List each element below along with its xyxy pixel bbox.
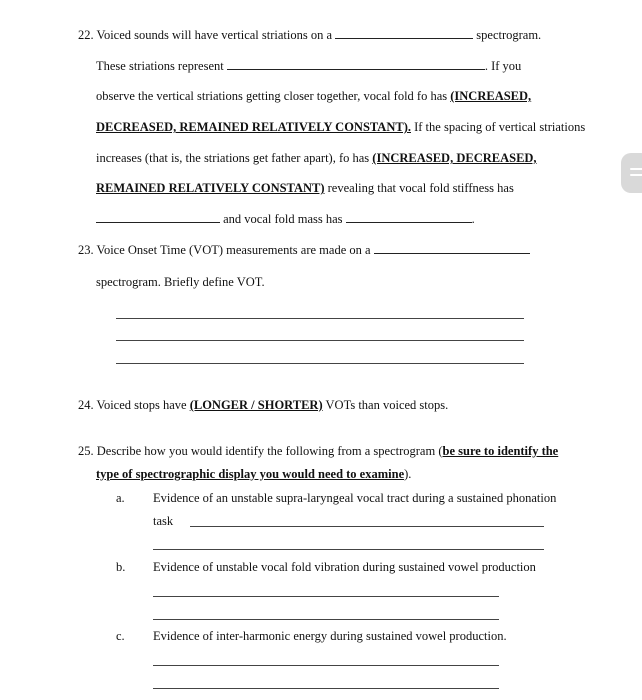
question-23-line-1 [78,242,530,258]
question-22-line-2 [96,58,521,74]
answer-line[interactable] [190,526,544,527]
question-22-text: If the spacing of vertical striations [414,120,586,134]
question-22-text: spectrogram. [476,28,542,42]
question-22-text: and vocal fold mass has [223,212,343,226]
choice-options: DECREASED, REMAINED RELATIVELY CONSTANT). [96,120,411,134]
answer-blank[interactable] [335,27,473,39]
question-22-line-5 [96,150,537,166]
answer-line[interactable] [153,688,499,689]
choice-options: (INCREASED, DECREASED, [372,151,537,165]
question-25-line-1 [78,443,558,459]
choice-options: (LONGER / SHORTER) [189,398,323,412]
answer-blank[interactable] [96,211,220,223]
item-b-text: Evidence of unstable vocal fold vibration during sustained vowel production [153,560,536,574]
answer-line[interactable] [153,596,499,597]
question-25-text: Describe how you would identify the following from a spectrogram ( [96,444,443,458]
question-23-text: Voice Onset Time (VOT) measurements are made on a [96,243,371,257]
answer-line[interactable] [116,340,524,341]
answer-line[interactable] [116,318,524,319]
question-22-text: Voiced sounds will have vertical striations on a [96,28,333,42]
question-22-line-3 [96,88,531,104]
answer-line[interactable] [153,665,499,666]
question-22-line-1 [78,27,541,43]
question-22-text: increases (that is, the striations get father apart), fo has [96,151,370,165]
question-23-line-2 [96,274,265,290]
question-22-line-7 [96,211,475,227]
question-22-text: observe the vertical striations getting closer together, vocal fold fo has [96,89,448,103]
answer-blank[interactable] [227,58,485,70]
question-25-number: 25. [78,444,94,458]
answer-blank[interactable] [374,242,530,254]
handle-grip-icon [630,174,642,176]
item-a-line-2 [153,513,173,529]
question-25-text: ). [404,467,412,481]
question-22-text: . If you [484,59,522,73]
question-24-text: VOTs than voiced stops. [325,398,449,412]
item-c-label: c. [116,629,125,643]
question-22-line-6 [96,180,514,196]
question-24-line [78,397,448,413]
choice-options: (INCREASED, [450,89,532,103]
answer-line[interactable] [116,363,524,364]
question-22-text: revealing that vocal fold stiffness has [327,181,514,195]
question-22-text: These striations represent [96,59,224,73]
item-a-text: Evidence of an unstable supra-laryngeal vocal tract during a sustained phonation [153,491,557,505]
item-b-label: b. [116,560,126,574]
question-23-number: 23. [78,243,94,257]
question-24-text: Voiced stops have [96,398,187,412]
question-22-line-4 [96,119,585,135]
answer-line[interactable] [153,549,544,550]
answer-line[interactable] [153,619,499,620]
answer-blank[interactable] [346,211,472,223]
item-a-label: a. [116,491,125,505]
question-24-number: 24. [78,398,94,412]
item-a-text: task [153,514,174,528]
side-panel-handle[interactable] [621,153,642,193]
question-25-line-2 [96,466,411,482]
question-22-text: . [471,212,475,226]
question-25-emphasis: type of spectrographic display you would need to examine [96,467,405,481]
question-23-text: spectrogram. Briefly define VOT. [96,275,265,289]
question-22-number: 22. [78,28,94,42]
handle-grip-icon [630,168,642,170]
item-c-text: Evidence of inter-harmonic energy during sustained vowel production. [153,629,507,643]
question-25-emphasis: be sure to identify the [442,444,559,458]
choice-options: REMAINED RELATIVELY CONSTANT) [96,181,325,195]
